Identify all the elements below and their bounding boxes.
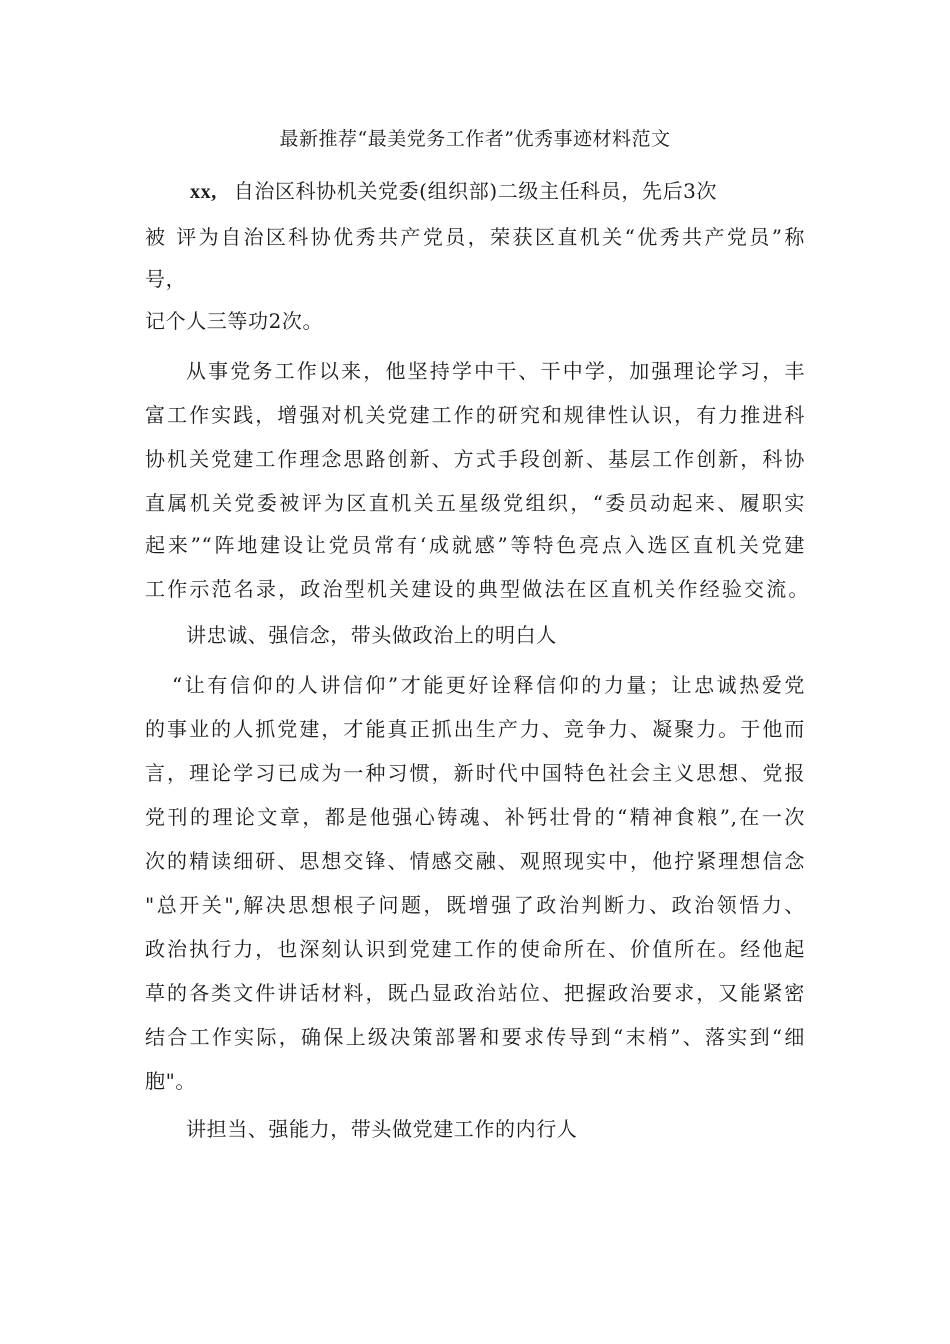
paragraph-1-line: 协机关党建工作理念思路创新、方式手段创新、基层工作创新，科协 (145, 447, 805, 471)
section-heading-1: 讲忠诚、强信念，带头做政治上的明白人 (186, 623, 557, 647)
paragraph-1-line: 工作示范名录，政治型机关建设的典型做法在区直机关作经验交流。 (145, 577, 809, 601)
paragraph-2-line: 党刊的理论文章，都是他强心铸魂、补钙壮骨的“精神食粮”,在一次 (145, 805, 805, 829)
paragraph-2-line: 结合工作实际，确保上级决策部署和要求传导到“末梢”、落实到“细 (145, 1025, 805, 1049)
paragraph-2-line: 草的各类文件讲话材料，既凸显政治站位、把握政治要求，又能紧密 (145, 981, 805, 1005)
intro-line-2: 被 评为自治区科协优秀共产党员，荣获区直机关“优秀共产党员”称 (145, 225, 805, 249)
section-heading-2: 讲担当、强能力，带头做党建工作的内行人 (186, 1117, 578, 1141)
intro-line-1-text: 自治区科协机关党委(组织部)二级主任科员，先后3次 (233, 179, 718, 203)
paragraph-2-line: 的事业的人抓党建，才能真正抓出生产力、竞争力、凝聚力。于他而 (145, 717, 805, 741)
paragraph-2-line: 胞"。 (145, 1069, 196, 1093)
paragraph-2-line: 政治执行力，也深刻认识到党建工作的使命所在、价值所在。经他起 (145, 937, 805, 961)
paragraph-2-line: "总开关",解决思想根子问题，既增强了政治判断力、政治领悟力、 (145, 893, 805, 917)
paragraph-2-line: 言，理论学习已成为一种习惯，新时代中国特色社会主义思想、党报 (145, 761, 805, 785)
person-name: xx, (190, 181, 217, 203)
paragraph-1-line: 富工作实践，增强对机关党建工作的研究和规律性认识，有力推进科 (145, 403, 805, 427)
paragraph-1-line: 起来”“阵地建设让党员常有‘成就感”等特色亮点入选区直机关党建 (145, 533, 805, 557)
paragraph-2-line: 次的精读细研、思想交锋、情感交融、观照现实中，他拧紧理想信念 (145, 849, 805, 873)
intro-line-4: 记个人三等功2次。 (145, 309, 324, 333)
paragraph-1-line: 从事党务工作以来，他坚持学中干、干中学，加强理论学习，丰 (186, 359, 805, 383)
document-title: 最新推荐“最美党务工作者”优秀事迹材料范文 (279, 128, 671, 150)
paragraph-2-line: “让有信仰的人讲信仰”才能更好诠释信仰的力量；让忠诚热爱党 (172, 673, 805, 697)
intro-line-1 (190, 176, 805, 207)
paragraph-1-line: 直属机关党委被评为区直机关五星级党组织，“委员动起来、履职实 (145, 491, 805, 515)
intro-line-3: 号， (145, 267, 187, 291)
